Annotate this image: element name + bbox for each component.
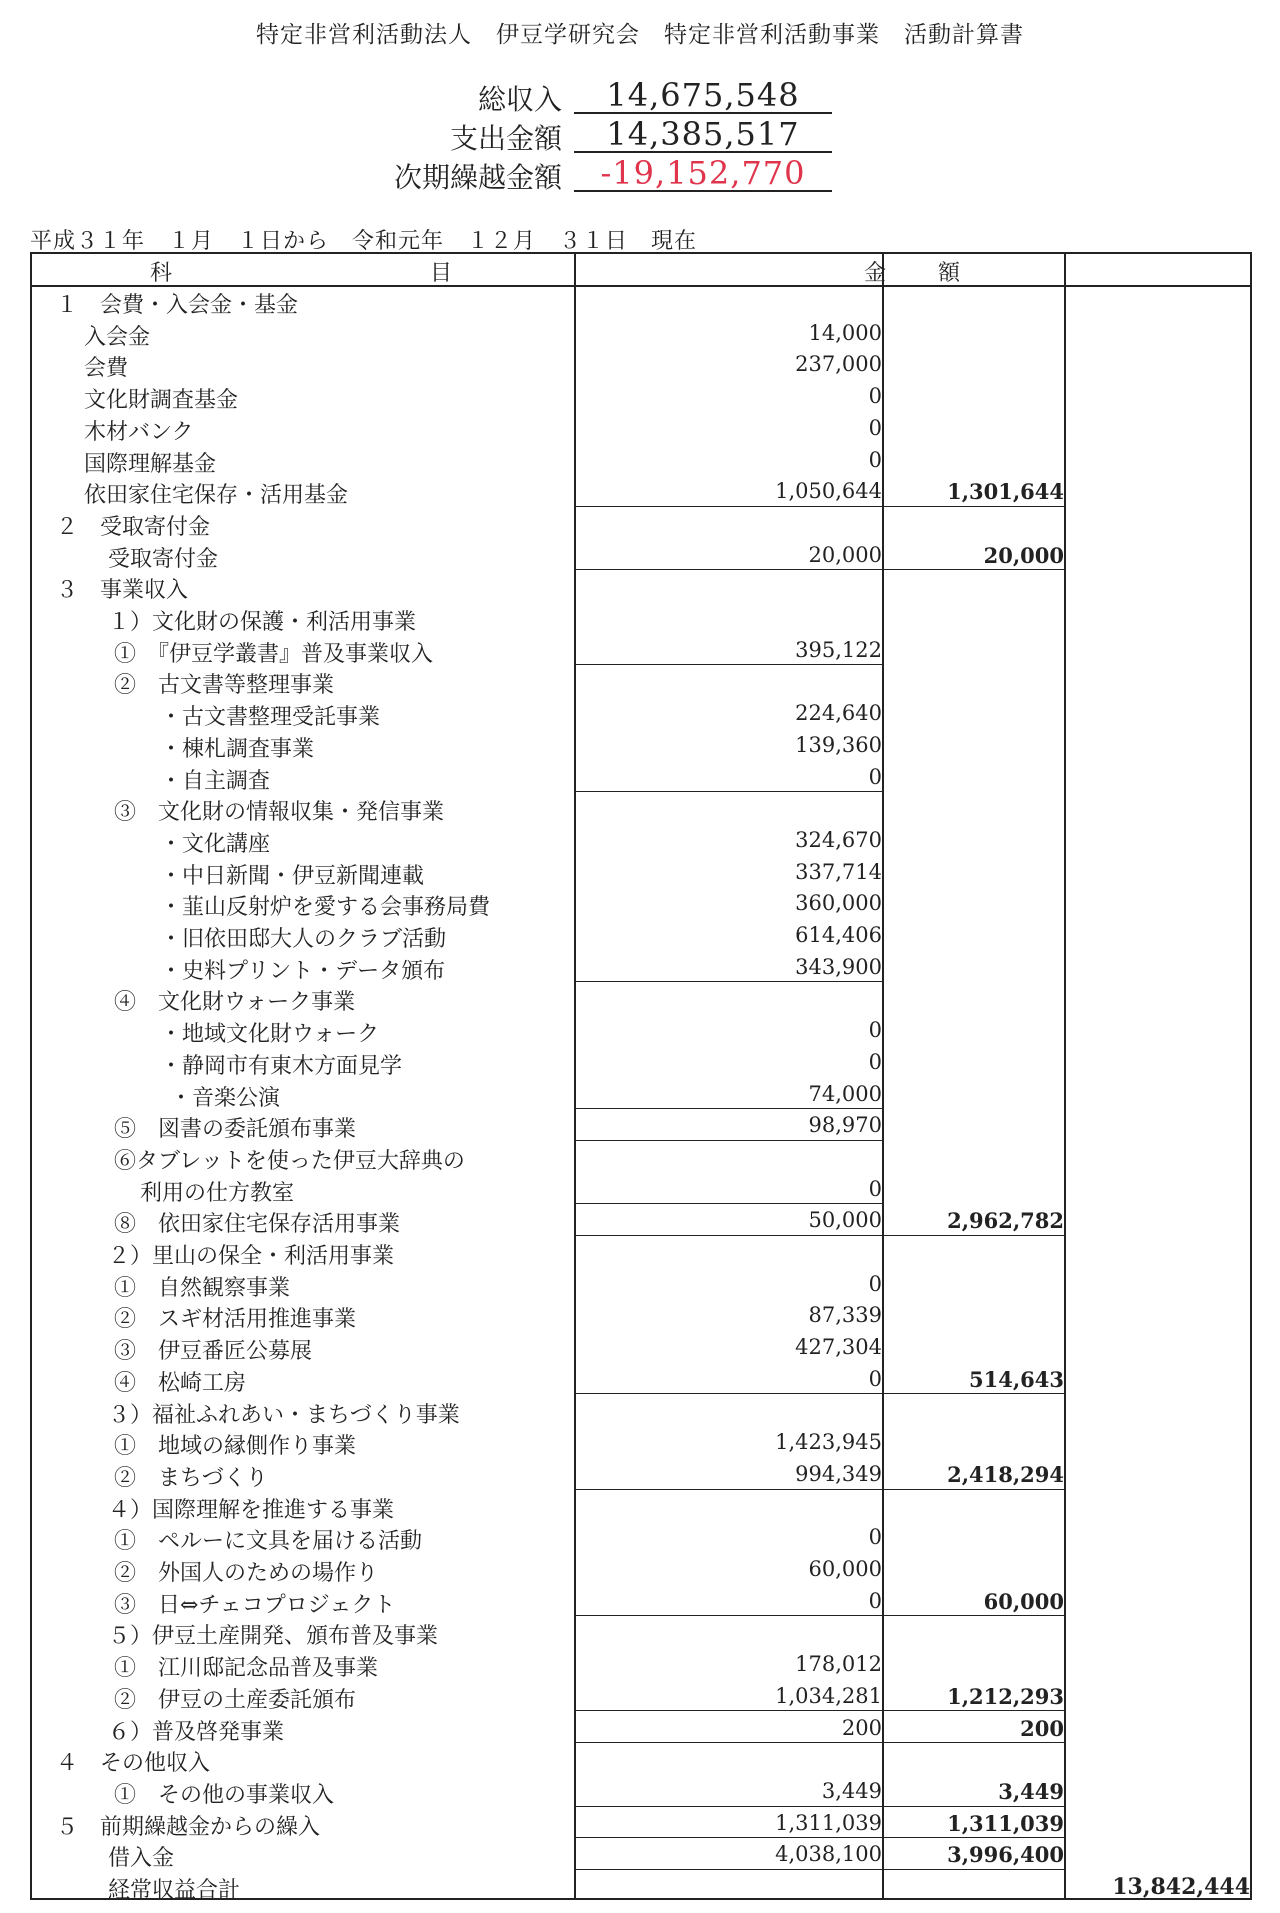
row-subtotal: 60,000	[983, 1588, 1064, 1614]
row-label: 国際理解基金	[84, 451, 217, 477]
row-amount: 87,339	[808, 1303, 882, 1328]
row-subtotal: 1,212,293	[947, 1683, 1064, 1709]
table-row	[32, 1490, 1250, 1522]
table-row	[32, 1236, 1250, 1268]
row-subtotal: 3,449	[998, 1778, 1064, 1804]
header-subject-left: 科	[150, 261, 173, 286]
row-label: ④ 文化財ウォーク事業	[114, 990, 356, 1016]
table-header	[32, 254, 1250, 287]
table-row	[32, 1458, 1250, 1490]
row-amount: 427,304	[795, 1335, 882, 1360]
table-row	[32, 761, 1250, 793]
table-row	[32, 348, 1250, 380]
row-amount: 0	[868, 1049, 882, 1074]
row-label: ⑤ 図書の委託頒布事業	[114, 1117, 357, 1143]
row-label: 経常収益合計	[108, 1878, 241, 1903]
table-row	[32, 380, 1250, 412]
table-row	[32, 1648, 1250, 1680]
row-label: ⑥タブレットを使った伊豆大辞典の	[114, 1148, 465, 1174]
row-label: ④ 松崎工房	[114, 1370, 247, 1396]
row-amount: 343,900	[795, 954, 882, 979]
table-row	[32, 1268, 1250, 1300]
table-row	[32, 1299, 1250, 1331]
row-label: ４ その他収入	[56, 1751, 211, 1777]
table-row	[32, 1553, 1250, 1585]
row-label: 会費	[84, 356, 129, 382]
row-subtotal: 200	[1020, 1715, 1064, 1741]
row-amount: 337,714	[795, 859, 882, 884]
table-row	[32, 1109, 1250, 1141]
row-subtotal: 514,643	[969, 1366, 1064, 1392]
table-row	[32, 1870, 1250, 1902]
row-amount: 14,000	[808, 320, 882, 345]
table-row	[32, 1712, 1250, 1744]
row-amount: 20,000	[808, 542, 882, 567]
row-amount: 178,012	[795, 1652, 882, 1677]
table-row	[32, 1078, 1250, 1110]
row-amount: 1,034,281	[775, 1683, 882, 1708]
table-row	[32, 570, 1250, 602]
table-row	[32, 317, 1250, 349]
document-title: 特定非営利活動法人 伊豆学研究会 特定非営利活動事業 活動計算書	[256, 22, 1024, 48]
row-subtotal: 2,418,294	[947, 1461, 1064, 1487]
row-label: ③ 日⇔チェコプロジェクト	[114, 1592, 396, 1618]
row-subtotal: 1,301,644	[947, 479, 1064, 505]
table-row	[32, 634, 1250, 666]
table-row	[32, 1585, 1250, 1617]
row-label: ① 地域の縁側作り事業	[114, 1434, 357, 1460]
row-amount: 0	[868, 1366, 882, 1391]
table-row	[32, 919, 1250, 951]
row-label: ・中日新聞・伊豆新聞連載	[160, 863, 425, 889]
table-row	[32, 285, 1250, 317]
row-label: ② 伊豆の土産委託頒布	[114, 1687, 357, 1713]
header-amount-right: 額	[938, 261, 961, 286]
row-label: ① 『伊豆学叢書』普及事業収入	[114, 641, 434, 667]
table-row	[32, 1395, 1250, 1427]
row-amount: 0	[868, 1176, 882, 1201]
summary-value: 14,385,517	[574, 117, 832, 153]
table-row	[32, 1426, 1250, 1458]
row-amount: 237,000	[795, 352, 882, 377]
row-subtotal: 2,962,782	[947, 1208, 1064, 1234]
table-row	[32, 982, 1250, 1014]
row-label: ・棟札調査事業	[160, 736, 315, 762]
row-amount: 200	[841, 1715, 882, 1740]
table-row	[32, 1046, 1250, 1078]
row-label: ② スギ材活用推進事業	[114, 1307, 357, 1333]
table-row	[32, 1363, 1250, 1395]
table-row	[32, 1331, 1250, 1363]
row-label: ② まちづくり	[114, 1465, 268, 1491]
row-amount: 0	[868, 1588, 882, 1613]
row-label: 借入金	[108, 1846, 175, 1872]
row-amount: 0	[868, 415, 882, 440]
row-label: 依田家住宅保存・活用基金	[84, 483, 349, 509]
row-label: ③ 文化財の情報収集・発信事業	[114, 800, 445, 826]
table-row	[32, 1521, 1250, 1553]
row-label: ① 江川邸記念品普及事業	[114, 1656, 379, 1682]
row-amount: 395,122	[795, 637, 882, 662]
table-row	[32, 665, 1250, 697]
row-label: ① ペルーに文具を届ける活動	[114, 1529, 423, 1555]
row-label: ・韮山反射炉を愛する会事務局費	[160, 895, 491, 921]
table-row	[32, 824, 1250, 856]
row-label: １）文化財の保護・利活用事業	[108, 610, 417, 635]
row-label: ４）国際理解を推進する事業	[108, 1497, 395, 1523]
row-label: ３）福祉ふれあい・まちづくり事業	[108, 1402, 460, 1428]
row-label: ② 外国人のための場作り	[114, 1561, 379, 1586]
row-label: 木材バンク	[84, 419, 194, 445]
row-amount: 0	[868, 1271, 882, 1296]
table-row	[32, 1616, 1250, 1648]
table-row	[32, 539, 1250, 571]
row-label: 文化財調査基金	[84, 388, 239, 414]
row-amount: 74,000	[808, 1081, 882, 1106]
row-label: ３ 事業収入	[56, 578, 189, 604]
row-amount: 0	[868, 447, 882, 472]
row-label: ・地域文化財ウォーク	[160, 1022, 380, 1048]
row-amount: 3,449	[821, 1778, 882, 1803]
row-label: ５）伊豆土産開発、頒布普及事業	[108, 1624, 439, 1650]
header-subject-right: 目	[430, 261, 453, 286]
summary-expenditure	[382, 117, 852, 153]
row-label: ・自主調査	[160, 768, 271, 794]
row-amount: 139,360	[795, 732, 882, 757]
row-label: ５ 前期繰越金からの繰入	[56, 1814, 321, 1840]
row-subtotal: 1,311,039	[947, 1810, 1064, 1836]
summary-carryover	[382, 156, 852, 192]
row-label: ・音楽公演	[170, 1085, 281, 1111]
table-row	[32, 887, 1250, 919]
summary-label: 総収入	[477, 83, 562, 116]
row-amount: 324,670	[795, 827, 882, 852]
period-line: 平成３１年 １月 １日から 令和元年 １２月 ３１日 現在	[30, 229, 698, 254]
table-row	[32, 1141, 1250, 1173]
row-amount: 1,423,945	[775, 1430, 882, 1455]
row-amount: 614,406	[795, 923, 882, 947]
row-amount: 1,311,039	[775, 1810, 882, 1835]
row-label: ⑧ 依田家住宅保存活用事業	[114, 1212, 401, 1238]
row-amount: 994,349	[795, 1461, 882, 1486]
summary-value: 14,675,548	[574, 78, 832, 114]
row-subtotal: 3,996,400	[947, 1842, 1064, 1868]
row-label: ・文化講座	[160, 831, 271, 857]
table-row	[32, 1014, 1250, 1046]
row-label: ・静岡市有東木方面見学	[160, 1053, 403, 1079]
row-label: ２ 受取寄付金	[56, 514, 211, 540]
row-label: 入会金	[84, 324, 151, 350]
table-row	[32, 412, 1250, 444]
row-label: 利用の仕方教室	[140, 1180, 295, 1206]
summary-label: 次期繰越金額	[393, 161, 562, 194]
row-subtotal: 20,000	[983, 542, 1064, 568]
table-row	[32, 697, 1250, 729]
row-label: 受取寄付金	[108, 546, 219, 572]
statement-table	[30, 252, 1252, 1903]
row-label: ６）普及啓発事業	[108, 1719, 285, 1745]
row-grand-total: 13,842,444	[1112, 1874, 1250, 1900]
row-label: ・史料プリント・データ頒布	[160, 958, 446, 984]
row-amount: 0	[868, 384, 882, 409]
row-amount: 50,000	[808, 1208, 882, 1233]
table-row	[32, 1743, 1250, 1775]
table-row	[32, 951, 1250, 983]
table-row	[32, 602, 1250, 634]
table-row	[32, 444, 1250, 476]
row-label: ・古文書整理受託事業	[160, 705, 381, 731]
row-amount: 360,000	[795, 891, 882, 916]
summary-label: 支出金額	[449, 122, 562, 155]
row-amount: 0	[868, 1525, 882, 1550]
row-label: ③ 伊豆番匠公募展	[114, 1339, 313, 1365]
row-amount: 0	[868, 764, 882, 789]
row-label: １ 会費・入会金・基金	[56, 293, 299, 318]
table-row	[32, 1204, 1250, 1236]
row-amount: 60,000	[808, 1557, 882, 1581]
table-row	[32, 856, 1250, 888]
table-row	[32, 1838, 1250, 1870]
row-label: ① その他の事業収入	[114, 1782, 335, 1808]
table-row	[32, 792, 1250, 824]
row-label: ・旧依田邸大人のクラブ活動	[160, 927, 447, 952]
table-row	[32, 475, 1250, 507]
table-row	[32, 1680, 1250, 1712]
row-amount: 1,050,644	[775, 479, 882, 504]
table-row	[32, 507, 1250, 539]
row-label: ① 自然観察事業	[114, 1275, 291, 1301]
summary-total-income	[382, 78, 852, 114]
row-amount: 98,970	[808, 1113, 882, 1138]
table-row	[32, 1807, 1250, 1839]
header-amount-left: 金	[864, 261, 887, 286]
row-amount: 224,640	[795, 701, 882, 726]
table-row	[32, 1173, 1250, 1205]
row-amount: 0	[868, 1018, 882, 1043]
summary-value-negative: -19,152,770	[574, 156, 832, 192]
table-row	[32, 1775, 1250, 1807]
table-row	[32, 729, 1250, 761]
row-label: ② 古文書等整理事業	[114, 673, 335, 699]
row-label: ２）里山の保全・利活用事業	[108, 1244, 395, 1269]
row-amount: 4,038,100	[775, 1842, 882, 1867]
